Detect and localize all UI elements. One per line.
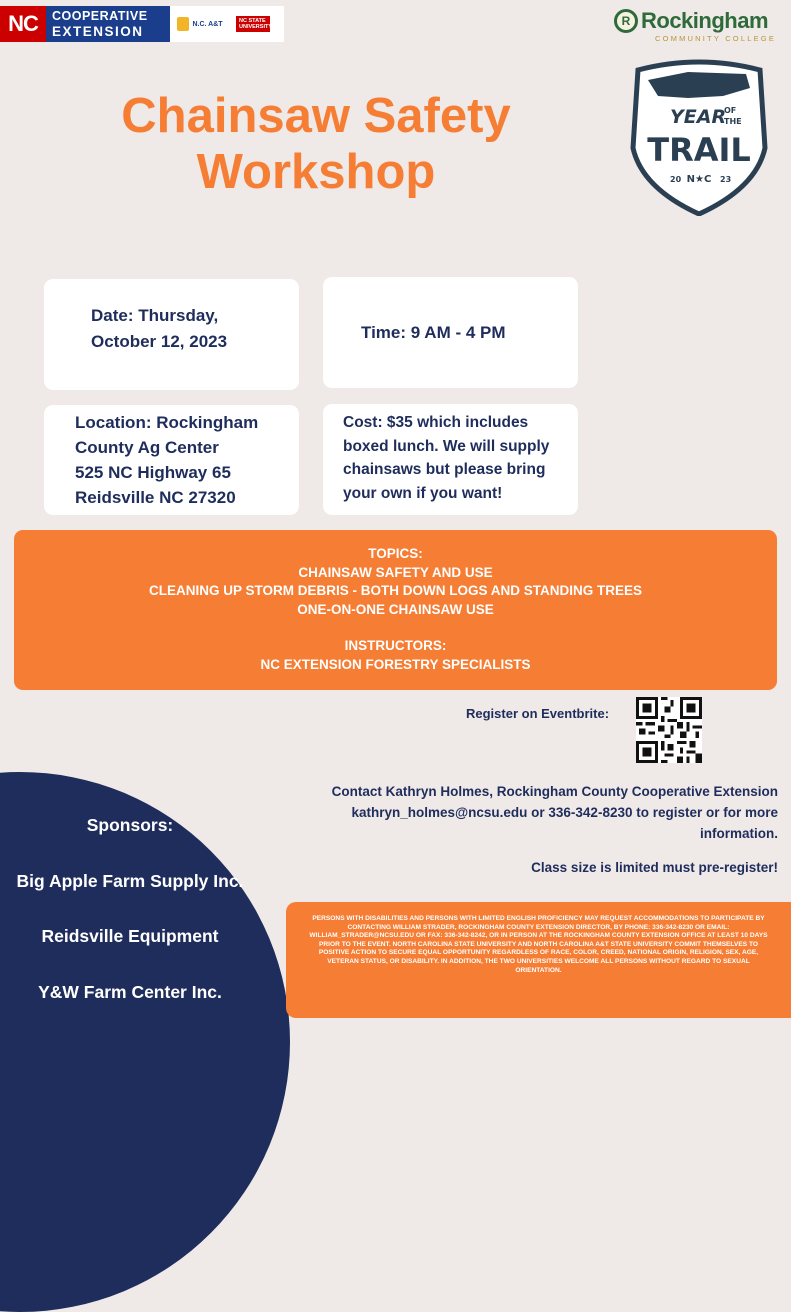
badge-year: YEAR bbox=[670, 106, 727, 128]
nc-mark: NC bbox=[0, 6, 46, 42]
class-size-note: Class size is limited must pre-register! bbox=[531, 860, 778, 875]
ncat-seal-icon bbox=[177, 17, 189, 31]
location-line2: County Ag Center bbox=[75, 438, 219, 457]
nc-extension-wordmark bbox=[46, 6, 170, 42]
location-line3: 525 NC Highway 65 bbox=[75, 463, 231, 482]
instructors-text: NC EXTENSION FORESTRY SPECIALISTS bbox=[260, 656, 531, 672]
topics-heading: TOPICS: bbox=[368, 546, 423, 561]
accessibility-disclaimer: PERSONS WITH DISABILITIES AND PERSONS WITH LIMITED ENGLISH PROFICIENCY MAY REQUEST ACCOMMODATIONS TO PARTICIPATE BY CONTACTING WILLIAM STRADER, ROCKINGHAM COUNTY EXTENSION DIRECTOR, BY PHONE: 336-342-8230 OR EMAIL: WILLIAM_STRADER@NCSU.EDU OR FAX: 336-342-8242, OR IN PERSON AT THE ROCKINGHAM COUNTY EXTENSION OFFICE AT LEAST 10 DAYS PRIOR TO THE EVENT. NORTH CAROLINA STATE UNIVERSITY AND NORTH CAROLINA A&T STATE UNIVERSITY COMMIT THEMSELVES TO POSITIVE ACTION TO SECURE EQUAL OPPORTUNITY REGARDLESS OF RACE, COLOR, CREED, NATIONAL ORIGIN, RELIGION, SEX, AGE, VETERAN STATUS, OR DISABILITY. IN ADDITION, THE TWO UNIVERSITIES WELCOME ALL PERSONS WITHOUT REGARD TO SEXUAL ORIENTATION. bbox=[286, 902, 791, 1018]
topics-banner bbox=[14, 530, 777, 690]
page-title bbox=[56, 88, 576, 200]
nc-cooperative-extension-logo bbox=[0, 6, 284, 42]
topic-item: ONE-ON-ONE CHAINSAW USE bbox=[297, 601, 494, 617]
year-of-the-trail-badge bbox=[628, 58, 770, 216]
topic-item: CLEANING UP STORM DEBRIS - BOTH DOWN LOGS AND STANDING TREES bbox=[148, 583, 642, 598]
contact-line3: information. bbox=[700, 826, 778, 841]
cost-line1: Cost: $35 which includes bbox=[343, 414, 529, 431]
ncstate-label: NC STATE UNIVERSITY bbox=[236, 16, 270, 32]
badge-year-left: 20 bbox=[670, 175, 682, 184]
badge-of: OF bbox=[724, 106, 737, 115]
nc-extension-line1: COOPERATIVE bbox=[52, 9, 148, 23]
cost-box bbox=[323, 404, 578, 515]
nc-extension-line2: EXTENSION bbox=[52, 24, 144, 39]
sponsor-item: Y&W Farm Center Inc. bbox=[38, 982, 222, 1002]
date-line1: Date: Thursday, bbox=[91, 306, 219, 325]
rcc-seal-icon: R bbox=[614, 9, 638, 33]
instructors-heading: INSTRUCTORS: bbox=[344, 638, 447, 653]
sponsor-item: Big Apple Farm Supply Inc. bbox=[16, 871, 244, 891]
location-box bbox=[44, 405, 299, 515]
rcc-subtitle: COMMUNITY COLLEGE bbox=[655, 34, 777, 43]
contact-line1: Contact Kathryn Holmes, Rockingham County Cooperative Extension bbox=[331, 784, 778, 799]
cost-line4: your own if you want! bbox=[343, 484, 503, 502]
title-line2: Workshop bbox=[196, 145, 436, 199]
rcc-name: Rockingham bbox=[641, 8, 769, 33]
ncat-logo bbox=[170, 6, 230, 42]
topic-item: CHAINSAW SAFETY AND USE bbox=[298, 564, 493, 580]
badge-state: N★C bbox=[686, 174, 712, 185]
location-line4: Reidsville NC 27320 bbox=[75, 488, 236, 507]
date-line2: October 12, 2023 bbox=[91, 332, 228, 351]
sponsors-heading: Sponsors: bbox=[86, 815, 174, 835]
register-label: Register on Eventbrite: bbox=[466, 706, 610, 721]
eventbrite-qr-code[interactable] bbox=[636, 697, 702, 763]
cost-line2: boxed lunch. We will supply bbox=[343, 437, 550, 455]
contact-line2: kathryn_holmes@ncsu.edu or 336-342-8230 to register or for more bbox=[351, 805, 778, 820]
topics-spacer bbox=[14, 619, 777, 637]
cost-line3: chainsaws but please bring bbox=[343, 461, 546, 478]
title-line1: Chainsaw Safety bbox=[121, 89, 511, 143]
rockingham-cc-logo bbox=[614, 6, 786, 42]
ncat-label: N.C. A&T bbox=[192, 20, 223, 28]
ncstate-logo bbox=[230, 6, 273, 42]
time-text: Time: 9 AM - 4 PM bbox=[361, 322, 506, 342]
location-line1: Location: Rockingham bbox=[75, 413, 259, 432]
sponsor-item: Reidsville Equipment bbox=[41, 926, 219, 946]
badge-the: THE bbox=[724, 117, 742, 126]
date-box bbox=[44, 279, 299, 390]
contact-info bbox=[300, 781, 778, 844]
time-box bbox=[323, 277, 578, 388]
badge-year-right: 23 bbox=[720, 175, 732, 184]
badge-trail: TRAIL bbox=[647, 131, 751, 169]
sponsors-circle bbox=[0, 772, 290, 1312]
